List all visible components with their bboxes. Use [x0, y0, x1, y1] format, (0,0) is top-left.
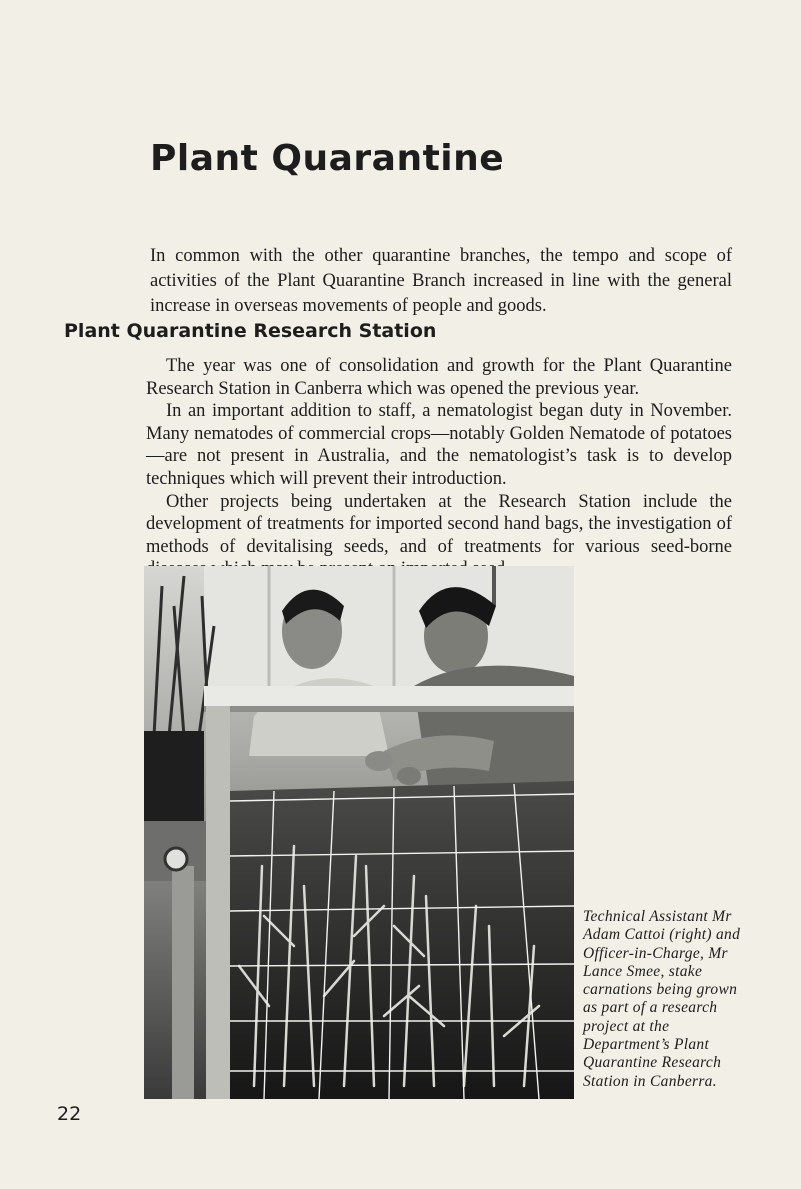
research-station-photo: [144, 566, 574, 1099]
photo-illustration: [144, 566, 574, 1099]
body-paragraph-2: In an important addition to staff, a nematologist began duty in November. Many nematodes of commercial crops—notably Golden Nematode of potatoes—are not present in Australia, and the nematologist’s task is to develop techniques which will prevent their introduction.: [146, 401, 732, 489]
page-title: Plant Quarantine: [150, 138, 505, 179]
body-paragraph-3: Other projects being undertaken at the Research Station include the development of treatments for imported second hand bags, the investigation of methods of devitalising seeds, and of treatments for various seed-borne: [146, 491, 732, 557]
body-paragraph-1: The year was one of consolidation and growth for the Plant Quarantine Research Station in Canberra which was opened the previous year.: [146, 356, 732, 399]
section-body: [146, 355, 732, 581]
photo-caption: Technical Assistant Mr Adam Cattoi (right) and Officer-in-Charge, Mr Lance Smee, stake carnations being grown as part of a research project at the Department’s Plant Quarantine Research Station in Canberra.: [583, 908, 741, 1090]
page-number: 22: [57, 1103, 82, 1125]
section-heading: Plant Quarantine Research Station: [64, 320, 437, 342]
intro-paragraph: In common with the other quarantine branches, the tempo and scope of activities of the Plant Quarantine Branch increased in line with the general increase in overseas movements of people and goods.: [150, 246, 732, 316]
